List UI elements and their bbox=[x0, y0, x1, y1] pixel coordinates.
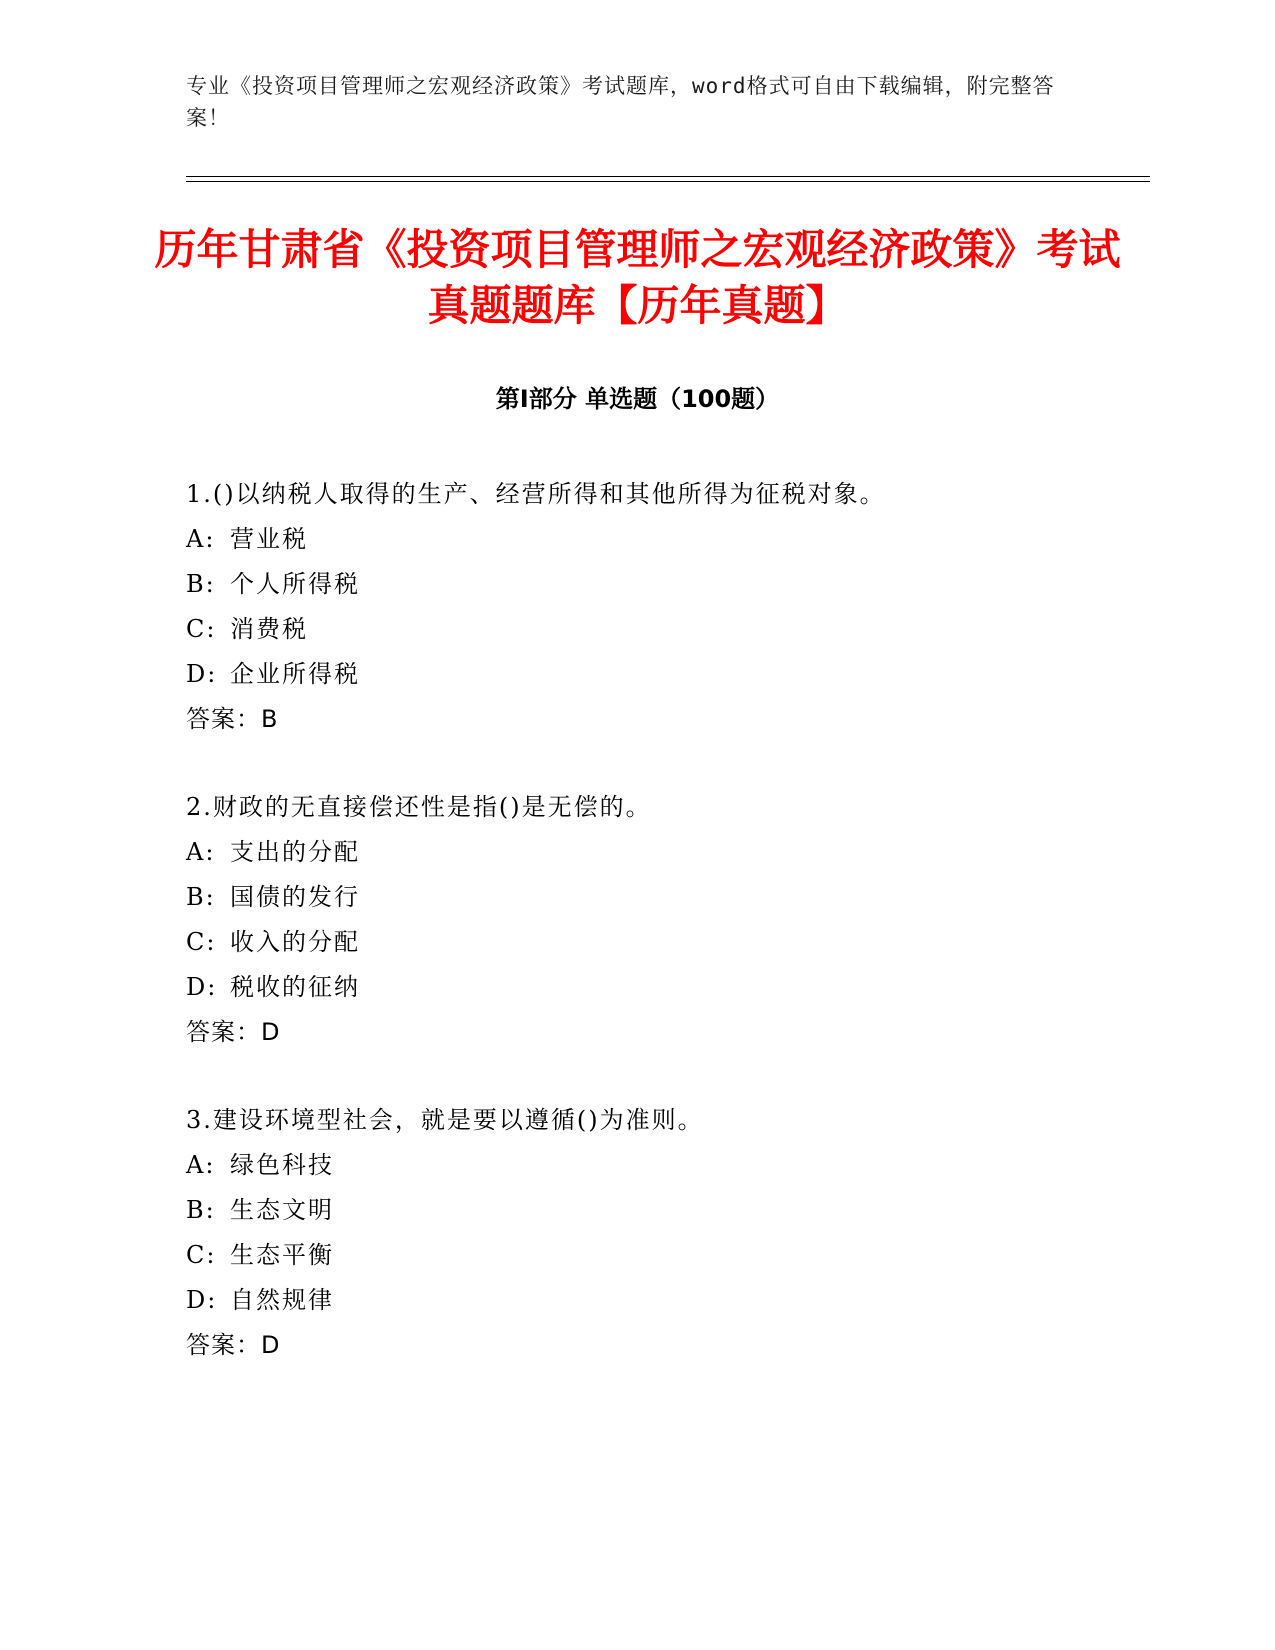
option-text: 消费税 bbox=[230, 615, 308, 643]
question-2 bbox=[186, 785, 1136, 1055]
option-text: 营业税 bbox=[230, 525, 308, 553]
option-c bbox=[186, 607, 1136, 652]
option-text: 支出的分配 bbox=[230, 838, 360, 866]
option-key: B: bbox=[186, 883, 216, 911]
answer-label: 答案：D bbox=[186, 1331, 281, 1359]
option-key: C: bbox=[186, 928, 217, 956]
answer-label: 答案：B bbox=[186, 705, 279, 733]
option-b bbox=[186, 875, 1136, 920]
option-text: 企业所得税 bbox=[230, 660, 360, 688]
option-b bbox=[186, 1188, 1136, 1233]
option-text: 绿色科技 bbox=[230, 1151, 334, 1179]
option-b bbox=[186, 562, 1136, 607]
option-d bbox=[186, 652, 1136, 697]
option-text: 自然规律 bbox=[230, 1286, 334, 1314]
option-c bbox=[186, 1233, 1136, 1278]
option-text: 个人所得税 bbox=[230, 570, 360, 598]
section-heading: 第Ⅰ部分 单选题（100题） bbox=[495, 385, 780, 413]
option-d bbox=[186, 1278, 1136, 1323]
question-stem: 2.财政的无直接偿还性是指()是无偿的。 bbox=[186, 793, 652, 821]
option-key: A: bbox=[186, 525, 216, 553]
option-a bbox=[186, 830, 1136, 875]
option-key: B: bbox=[186, 570, 216, 598]
option-text: 收入的分配 bbox=[230, 928, 360, 956]
question-1 bbox=[186, 472, 1136, 742]
option-a bbox=[186, 1143, 1136, 1188]
option-key: B: bbox=[186, 1196, 216, 1224]
option-text: 国债的发行 bbox=[230, 883, 360, 911]
option-text: 生态文明 bbox=[230, 1196, 334, 1224]
option-text: 税收的征纳 bbox=[230, 973, 360, 1001]
answer-label: 答案：D bbox=[186, 1018, 281, 1046]
document-title: 历年甘肃省《投资项目管理师之宏观经济政策》考试真题题库【历年真题】 bbox=[154, 225, 1121, 330]
option-key: A: bbox=[186, 1151, 216, 1179]
header-divider-bottom bbox=[186, 181, 1150, 182]
question-stem: 1.()以纳税人取得的生产、经营所得和其他所得为征税对象。 bbox=[186, 480, 886, 508]
option-key: D: bbox=[186, 1286, 218, 1314]
question-list bbox=[186, 472, 1136, 1411]
option-key: D: bbox=[186, 660, 218, 688]
option-key: D: bbox=[186, 973, 218, 1001]
option-key: C: bbox=[186, 615, 217, 643]
question-3 bbox=[186, 1098, 1136, 1368]
option-key: A: bbox=[186, 838, 216, 866]
option-d bbox=[186, 965, 1136, 1010]
option-c bbox=[186, 920, 1136, 965]
option-a bbox=[186, 517, 1136, 562]
option-key: C: bbox=[186, 1241, 217, 1269]
question-stem: 3.建设环境型社会，就是要以遵循()为准则。 bbox=[186, 1106, 704, 1134]
option-text: 生态平衡 bbox=[230, 1241, 334, 1269]
document-intro: 专业《投资项目管理师之宏观经济政策》考试题库，word格式可自由下载编辑，附完整答案！ bbox=[186, 74, 1055, 130]
header-divider-top bbox=[186, 176, 1150, 177]
